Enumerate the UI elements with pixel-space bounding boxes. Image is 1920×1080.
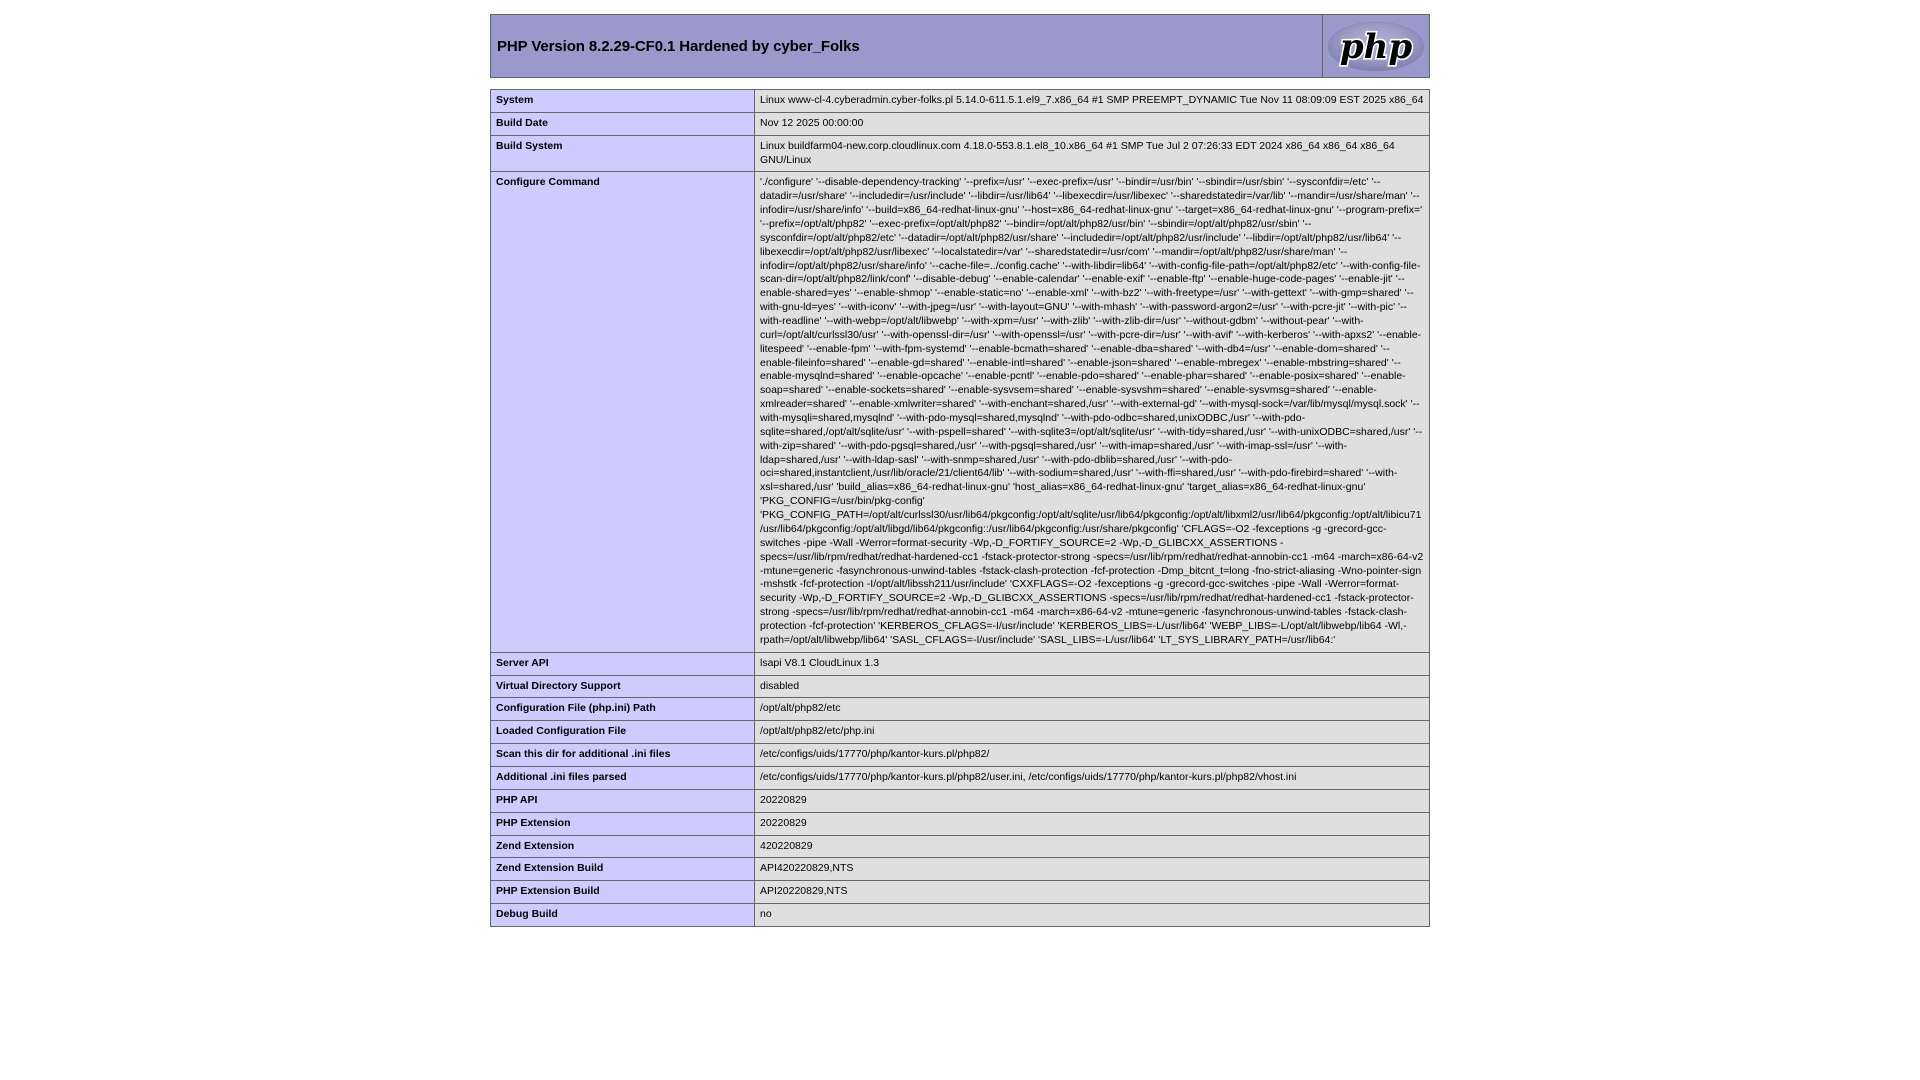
row-label: Configure Command [491,172,755,652]
table-row [491,835,1430,858]
table-row [491,744,1430,767]
row-value: 20220829 [755,812,1430,835]
row-value: './configure' '--disable-dependency-tracking' '--prefix=/usr' '--exec-prefix=/usr' '--bindir=/usr/bin' '--sbindir=/usr/sbin' '--sysconfdir=/etc' '--datadir=/usr/share' '--includedir=/usr/include' '--libdir=/usr/lib64' '--libexecdir=/usr/libexec' '--sharedstatedir=/var/lib' '--mandir=/usr/share/man' '--infodir=/usr/share/info' '--build=x86_64-redhat-linux-gnu' '--host=x86_64-redhat-linux-gnu' '--target=x86_64-redhat-linux-gnu' '--program-prefix=' '--prefix=/opt/alt/php82' '--exec-prefix=/opt/alt/php82' '--bindir=/opt/alt/php82/usr/bin' '--sbindir=/opt/alt/php82/usr/sbin' '--sysconfdir=/opt/alt/php82/etc' '--datadir=/opt/alt/php82/usr/share' '--includedir=/opt/alt/php82/usr/include' '--libdir=/opt/alt/php82/usr/lib64' '--libexecdir=/opt/alt/php82/usr/libexec' '--localstatedir=/var' '--sharedstatedir=/usr/com' '--mandir=/opt/alt/php82/usr/share/man' '--infodir=/opt/alt/php82/usr/share/info' '--cache-file=../config.cache' '--with-libdir=lib64' '--with-config-file-path=/opt/alt/php82/etc' '--with-config-file-scan-dir=/opt/alt/php82/link/conf' '--disable-debug' '--enable-calendar' '--enable-exif' '--enable-ftp' '--enable-huge-code-pages' '--enable-jit' '--enable-shared=yes' '--enable-shmop' '--enable-static=no' '--enable-xml' '--with-bz2' '--with-freetype=/usr' '--with-gettext' '--with-gmp=shared' '--with-gnu-ld=yes' '--with-iconv' '--with-jpeg=/usr' '--with-layout=GNU' '--with-mhash' '--with-password-argon2=/usr' '--with-pcre-jit' '--with-pic' '--with-readline' '--with-webp=/opt/alt/libwebp' '--with-xpm=/usr' '--with-zlib' '--with-zlib-dir=/usr' '--without-gdbm' '--without-pear' '--with-curl=/opt/alt/curlssl30/usr' '--with-openssl-dir=/usr' '--with-openssl=/usr' '--with-pcre-dir=/usr' '--with-avif' '--with-kerberos' '--with-apxs2' '--enable-litespeed' '--enable-fpm' '--with-fpm-systemd' '--enable-bcmath=shared' '--enable-dba=shared' '--with-db4=/usr' '--enable-dom=shared' '--enable-fileinfo=shared' '--enable-gd=shared' '--enable-intl=shared' '--enable-json=shared' '--enable-mbregex' '--enable-mbstring=shared' '--enable-mysqlnd=shared' '--enable-opcache' '--enable-pcntl' '--enable-pdo=shared' '--enable-phar=shared' '--enable-posix=shared' '--enable-soap=shared' '--enable-sockets=shared' '--enable-sysvsem=shared' '--enable-sysvshm=shared' '--enable-sysvmsg=shared' '--enable-xmlreader=shared' '--enable-xmlwriter=shared' '--with-enchant=shared,/usr' '--with-external-gd' '--with-mysql-sock=/var/lib/mysql/mysql.sock' '--with-mysqli=shared,mysqlnd' '--with-pdo-mysql=shared,mysqlnd' '--with-pdo-odbc=shared,unixODBC,/usr' '--with-pdo-sqlite=shared,/opt/alt/sqlite/usr' '--with-pspell=shared' '--with-sqlite3=/opt/alt/sqlite/usr' '--with-tidy=shared,/usr' '--with-unixODBC=shared,/usr' '--with-zip=shared' '--with-pdo-pgsql=shared,/usr' '--with-pgsql=shared,/usr' '--with-imap=shared,/usr' '--with-imap-ssl=/usr' '--with-ldap=shared,/usr' '--with-ldap-sasl' '--with-snmp=shared,/usr' '--with-pdo-dblib=shared,/usr' '--with-pdo-oci=shared,instantclient,/usr/lib/oracle/21/client64/lib' '--with-sodium=shared,/usr' '--with-ffi=shared,/usr' '--with-pdo-firebird=shared' '--with-xsl=shared,/usr' 'build_alias=x86_64-redhat-linux-gnu' 'host_alias=x86_64-redhat-linux-gnu' 'target_alias=x86_64-redhat-linux-gnu' 'PKG_CONFIG=/usr/bin/pkg-config' 'PKG_CONFIG_PATH=/opt/alt/curlssl30/usr/lib64/pkgconfig:/opt/alt/sqlite/usr/lib64/pkgconfig:/opt/alt/libxml2/usr/lib64/pkgconfig:/opt/alt/libicu71/usr/lib64/pkgconfig:/opt/alt/libgd/lib64/pkgconfig::/usr/lib64/pkgconfig:/usr/share/pkgconfig' 'CFLAGS=-O2 -fexceptions -g -grecord-gcc-switches -pipe -Wall -Werror=format-security -Wp,-D_FORTIFY_SOURCE=2 -Wp,-D_GLIBCXX_ASSERTIONS -specs=/usr/lib/rpm/redhat/redhat-hardened-cc1 -fstack-protector-strong -specs=/usr/lib/rpm/redhat/redhat-annobin-cc1 -m64 -march=x86-64-v2 -mtune=generic -fasynchronous-unwind-tables -fstack-clash-protection -fcf-protection -Dmp_bitcnt_t=long -fno-strict-aliasing -Wno-pointer-sign -mshstk -fcf-protection -I/opt/alt/libssh211/usr/include' 'CXXFLAGS=-O2 -fexceptions -g -grecord-gcc-switches -pipe -Wall -Werror=format-security -Wp,-D_FORTIFY_SOURCE=2 -Wp,-D_GLIBCXX_ASSERTIONS -specs=/usr/lib/rpm/redhat/redhat-hardened-cc1 -fstack-protector-strong -specs=/usr/lib/rpm/redhat/redhat-annobin-cc1 -m64 -march=x86-64-v2 -mtune=generic -fasynchronous-unwind-tables -fstack-clash-protection -fcf-protection' 'KERBEROS_CFLAGS=-I/usr/include' 'KERBEROS_LIBS=-L/usr/lib64' 'WEBP_LIBS=-L/opt/alt/libwebp/lib64 -Wl,-rpath=/opt/alt/libwebp/lib64' 'SASL_CFLAGS=-I/usr/include' 'SASL_LIBS=-L/usr/lib64' 'LT_SYS_LIBRARY_PATH=/usr/lib64:' [755,172,1430,652]
row-value: /opt/alt/php82/etc/php.ini [755,721,1430,744]
row-label: Debug Build [491,904,755,927]
row-label: Build Date [491,112,755,135]
table-row [491,675,1430,698]
table-row [491,721,1430,744]
row-label: Additional .ini files parsed [491,766,755,789]
header-row [491,15,1430,78]
row-value: /etc/configs/uids/17770/php/kantor-kurs.pl/php82/ [755,744,1430,767]
row-value: no [755,904,1430,927]
row-label: Zend Extension Build [491,858,755,881]
table-row [491,112,1430,135]
row-label: PHP API [491,789,755,812]
row-value: /opt/alt/php82/etc [755,698,1430,721]
phpinfo-table-body [491,90,1430,927]
svg-text:php: php [1339,26,1413,67]
row-value: Nov 12 2025 00:00:00 [755,112,1430,135]
header-logo-cell [1323,15,1430,78]
page-title: PHP Version 8.2.29-CF0.1 Hardened by cyber_Folks [497,37,860,55]
phpinfo-header [490,14,1430,78]
table-row [491,698,1430,721]
table-row [491,881,1430,904]
row-label: Server API [491,652,755,675]
row-value: 20220829 [755,789,1430,812]
row-value: Linux www-cl-4.cyberadmin.cyber-folks.pl 5.14.0-611.5.1.el9_7.x86_64 #1 SMP PREEMPT_DYNAMIC Tue Nov 11 08:09:09 EST 2025 x86_64 [755,90,1430,113]
row-label: Configuration File (php.ini) Path [491,698,755,721]
table-row [491,766,1430,789]
table-row [491,812,1430,835]
row-label: Virtual Directory Support [491,675,755,698]
row-value: /etc/configs/uids/17770/php/kantor-kurs.pl/php82/user.ini, /etc/configs/uids/17770/php/kantor-kurs.pl/php82/vhost.ini [755,766,1430,789]
phpinfo-page [490,0,1430,927]
row-value: disabled [755,675,1430,698]
table-row-configure-command [491,172,1430,652]
row-label: Build System [491,135,755,172]
table-row [491,135,1430,172]
row-value: Linux buildfarm04-new.corp.cloudlinux.com 4.18.0-553.8.1.el8_10.x86_64 #1 SMP Tue Jul 2 07:26:33 EDT 2024 x86_64 x86_64 x86_64 GNU/Linux [755,135,1430,172]
row-label: Scan this dir for additional .ini files [491,744,755,767]
row-value: API20220829,NTS [755,881,1430,904]
row-label: Loaded Configuration File [491,721,755,744]
row-value: 420220829 [755,835,1430,858]
row-label: System [491,90,755,113]
header-title-cell [491,15,1323,78]
table-row [491,858,1430,881]
table-row [491,789,1430,812]
phpinfo-general-table [490,89,1430,927]
table-row [491,90,1430,113]
row-label: PHP Extension [491,812,755,835]
row-value: lsapi V8.1 CloudLinux 1.3 [755,652,1430,675]
row-label: Zend Extension [491,835,755,858]
table-row [491,904,1430,927]
php-logo-icon [1326,20,1426,73]
row-label: PHP Extension Build [491,881,755,904]
row-value: API420220829,NTS [755,858,1430,881]
table-row [491,652,1430,675]
